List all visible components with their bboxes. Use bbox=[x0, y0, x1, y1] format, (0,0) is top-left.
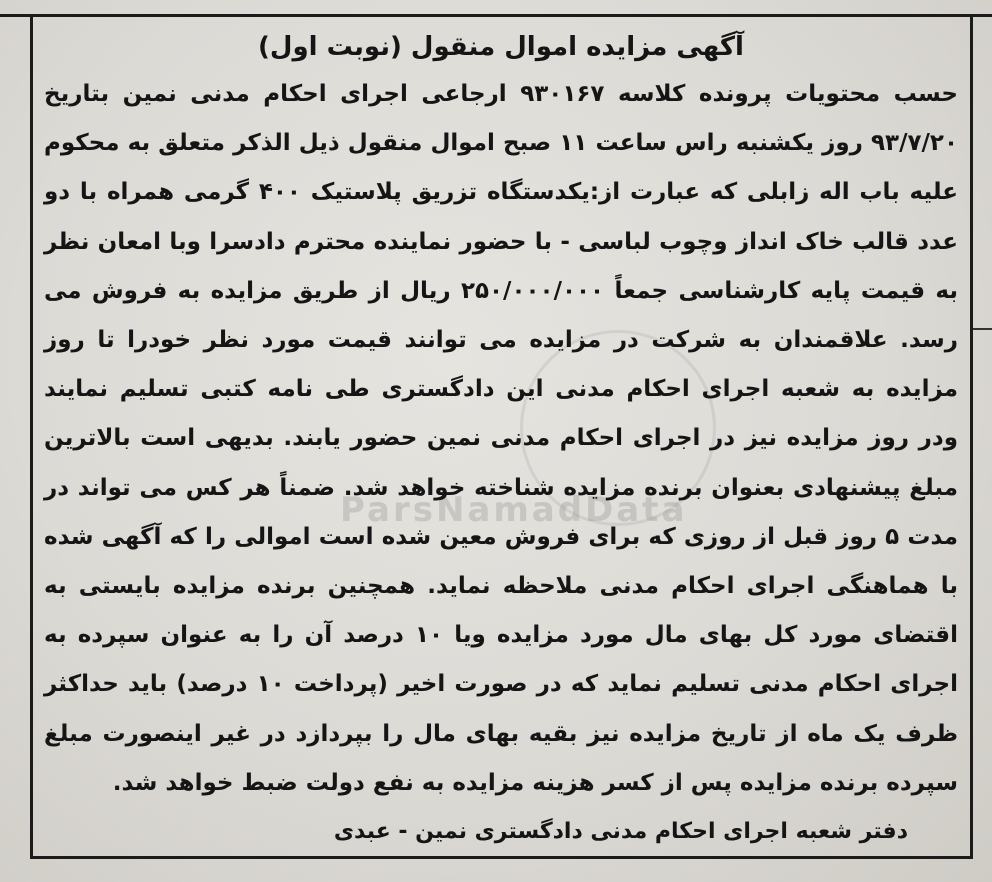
auction-notice bbox=[44, 28, 958, 852]
frame-bottom-border bbox=[30, 856, 973, 859]
watermark-text: ParsNamadData bbox=[340, 490, 688, 530]
notice-signature: دفتر شعبه اجرای احکام مدنی دادگستری نمین - عبدی bbox=[333, 819, 908, 845]
adjacent-column-rule bbox=[973, 328, 992, 330]
frame-top-border bbox=[0, 0, 992, 17]
frame-left-border bbox=[30, 14, 33, 859]
notice-title: آگهی مزایده اموال منقول (نوبت اول) bbox=[258, 32, 744, 62]
frame-right-border bbox=[970, 14, 973, 859]
notice-body: حسب محتویات پرونده کلاسه ۹۳۰۱۶۷ ارجاعی اجرای احکام مدنی نمین بتاریخ ۹۳/۷/۲۰ روز یکشنبه راس ساعت ۱۱ صبح اموال منقول ذیل الذکر متعلق به محکوم علیه باب اله زابلی که عبارت از:یکدستگاه تزریق پلاستیک ۴۰۰ گرمی همراه با دو عدد قالب خاک انداز وچوب لباسی - با حضور نماینده محترم دادسرا وبا امعان نظر به قیمت پایه کارشناسی جمعاً ۲۵۰/۰۰۰/۰۰۰ ریال از طریق مزایده به فروش می رسد. علاقمندان به شرکت در مزایده می توانند قیمت مورد نظر خودرا تا روز مزایده به شعبه اجرای احکام مدنی این دادگستری طی نامه کتبی تسلیم نمایند ودر روز مزایده نیز در اجرای احکام مدنی نمین حضور یابند. بدیهی است بالاترین مبلغ پیشنهادی بعنوان برنده مزایده شناخته خواهد شد. ضمناً هر کس می تواند در مدت ۵ روز قبل از روزی که برای فروش معین شده است اموالی را که آگهی شده با هماهنگی اجرای احکام مدنی ملاحظه نماید. همچنین برنده مزایده بایستی به اقتضای مورد کل بهای مال مورد مزایده ویا ۱۰ درصد آن را به عنوان سپرده به اجرای احکام مدنی تسلیم نماید که در صورت اخیر (پرداخت ۱۰ درصد) باید حداکثر ظرف یک ماه از تاریخ مزایده نیز بقیه بهای مال را بپردازد در غیر اینصورت مبلغ سپرده برنده مزایده پس از کسر هزینه مزایده به نفع دولت ضبط خواهد شد. bbox=[44, 81, 959, 796]
